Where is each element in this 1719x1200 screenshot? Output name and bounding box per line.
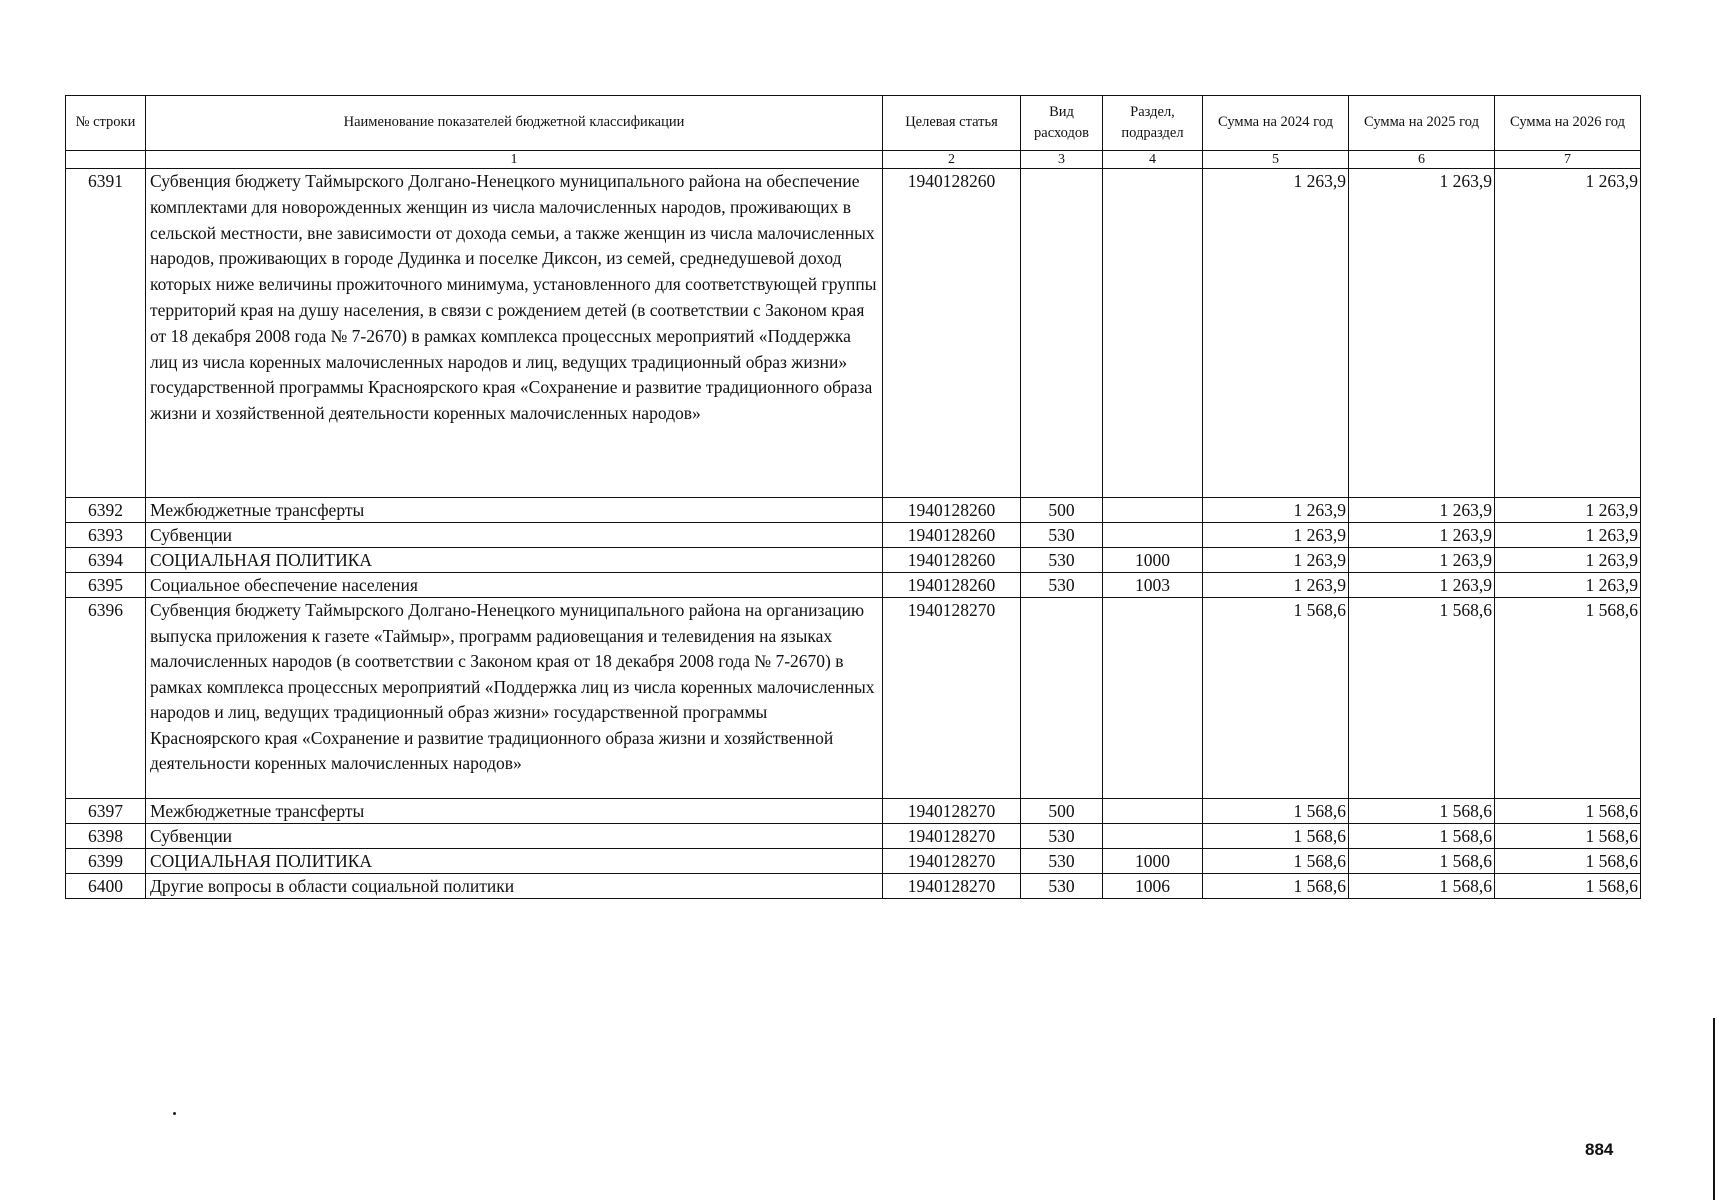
- row-section: [1103, 824, 1203, 849]
- row-number: 6398: [66, 824, 146, 849]
- header-sum-2024: Сумма на 2024 год: [1203, 96, 1349, 151]
- row-sum-2024: 1 568,6: [1203, 874, 1349, 899]
- row-name: Социальное обеспечение населения: [146, 573, 883, 598]
- row-sum-2026: 1 568,6: [1495, 598, 1641, 799]
- row-sum-2024: 1 568,6: [1203, 849, 1349, 874]
- row-expense-type: 530: [1021, 573, 1103, 598]
- row-section: [1103, 523, 1203, 548]
- header-section: Раздел, подраздел: [1103, 96, 1203, 151]
- row-sum-2026: 1 263,9: [1495, 498, 1641, 523]
- budget-table: [65, 95, 1641, 899]
- column-number: 1: [146, 151, 883, 169]
- row-expense-type: [1021, 169, 1103, 498]
- row-name: Субвенция бюджету Таймырского Долгано-Ненецкого муниципального района на организацию выпуска приложения к газете «Таймыр», программ радиовещания и телевидения на языках малочисленных народов (в соответствии с Законом края от 18 декабря 2008 года № 7-2670) в рамках комплекса процессных мероприятий «Поддержка лиц из числа коренных малочисленных народов и лиц, ведущих традиционный образ жизни» государственной программы Красноярского края «Сохранение и развитие традиционного образа жизни и хозяйственной деятельности коренных малочисленных народов»: [146, 598, 883, 799]
- page-number: 884: [1585, 1140, 1614, 1159]
- row-expense-type: 530: [1021, 874, 1103, 899]
- row-target-article: 1940128260: [883, 523, 1021, 548]
- row-sum-2026: 1 263,9: [1495, 573, 1641, 598]
- row-expense-type: 500: [1021, 799, 1103, 824]
- row-sum-2025: 1 263,9: [1349, 548, 1495, 573]
- row-expense-type: 500: [1021, 498, 1103, 523]
- table-row: [66, 824, 1641, 849]
- row-sum-2025: 1 568,6: [1349, 824, 1495, 849]
- row-name: Субвенция бюджету Таймырского Долгано-Ненецкого муниципального района на обеспечение комплектами для новорожденных женщин из числа малочисленных народов, проживающих в сельской местности, вне зависимости от дохода семьи, а также женщин из числа малочисленных народов, проживающих в городе Дудинка и поселке Диксон, из семей, среднедушевой доход которых ниже величины прожиточного минимума, установленного для соответствующей группы территорий края на душу населения, в связи с рождением детей (в соответствии с Законом края от 18 декабря 2008 года № 7-2670) в рамках комплекса процессных мероприятий «Поддержка лиц из числа коренных малочисленных народов и лиц, ведущих традиционный образ жизни» государственной программы Красноярского края «Сохранение и развитие традиционного образа жизни и хозяйственной деятельности коренных малочисленных народов»: [146, 169, 883, 498]
- row-target-article: 1940128260: [883, 498, 1021, 523]
- table-row: [66, 874, 1641, 899]
- row-target-article: 1940128270: [883, 598, 1021, 799]
- row-expense-type: 530: [1021, 523, 1103, 548]
- row-number: 6392: [66, 498, 146, 523]
- row-number: 6394: [66, 548, 146, 573]
- column-number: [66, 151, 146, 169]
- table-row: [66, 523, 1641, 548]
- header-target-article: Целевая статья: [883, 96, 1021, 151]
- row-section: [1103, 799, 1203, 824]
- row-expense-type: 530: [1021, 824, 1103, 849]
- table-row: [66, 169, 1641, 498]
- row-sum-2026: 1 568,6: [1495, 849, 1641, 874]
- row-sum-2025: 1 568,6: [1349, 849, 1495, 874]
- row-sum-2024: 1 568,6: [1203, 799, 1349, 824]
- row-section: [1103, 169, 1203, 498]
- row-sum-2025: 1 568,6: [1349, 874, 1495, 899]
- row-target-article: 1940128270: [883, 874, 1021, 899]
- row-sum-2024: 1 263,9: [1203, 523, 1349, 548]
- row-target-article: 1940128260: [883, 169, 1021, 498]
- header-row: [66, 96, 1641, 151]
- row-sum-2026: 1 568,6: [1495, 874, 1641, 899]
- row-section: 1003: [1103, 573, 1203, 598]
- row-target-article: 1940128270: [883, 849, 1021, 874]
- row-sum-2025: 1 263,9: [1349, 573, 1495, 598]
- row-sum-2024: 1 263,9: [1203, 498, 1349, 523]
- row-sum-2026: 1 568,6: [1495, 799, 1641, 824]
- row-sum-2025: 1 568,6: [1349, 799, 1495, 824]
- header-expense-type: Вид расходов: [1021, 96, 1103, 151]
- row-number: 6393: [66, 523, 146, 548]
- table-header: [66, 96, 1641, 169]
- row-target-article: 1940128260: [883, 548, 1021, 573]
- row-sum-2026: 1 263,9: [1495, 523, 1641, 548]
- column-number: 5: [1203, 151, 1349, 169]
- scan-speck: [173, 1112, 176, 1115]
- row-number: 6399: [66, 849, 146, 874]
- row-sum-2025: 1 263,9: [1349, 498, 1495, 523]
- scan-edge-line: [1713, 1018, 1715, 1200]
- table-row: [66, 498, 1641, 523]
- row-expense-type: [1021, 598, 1103, 799]
- row-sum-2024: 1 568,6: [1203, 598, 1349, 799]
- header-sum-2026: Сумма на 2026 год: [1495, 96, 1641, 151]
- row-name: Субвенции: [146, 523, 883, 548]
- header-name: Наименование показателей бюджетной классификации: [146, 96, 883, 151]
- row-sum-2026: 1 568,6: [1495, 824, 1641, 849]
- row-number: 6396: [66, 598, 146, 799]
- table-row: [66, 573, 1641, 598]
- row-section: 1000: [1103, 849, 1203, 874]
- row-sum-2025: 1 263,9: [1349, 169, 1495, 498]
- row-target-article: 1940128270: [883, 824, 1021, 849]
- table-body: [66, 169, 1641, 899]
- table-row: [66, 849, 1641, 874]
- row-sum-2024: 1 263,9: [1203, 169, 1349, 498]
- row-target-article: 1940128260: [883, 573, 1021, 598]
- row-name: Субвенции: [146, 824, 883, 849]
- row-sum-2025: 1 263,9: [1349, 523, 1495, 548]
- row-expense-type: 530: [1021, 548, 1103, 573]
- row-sum-2025: 1 568,6: [1349, 598, 1495, 799]
- column-number: 2: [883, 151, 1021, 169]
- column-number-row: [66, 151, 1641, 169]
- row-sum-2024: 1 263,9: [1203, 548, 1349, 573]
- column-number: 7: [1495, 151, 1641, 169]
- column-number: 6: [1349, 151, 1495, 169]
- row-number: 6391: [66, 169, 146, 498]
- row-section: 1006: [1103, 874, 1203, 899]
- row-number: 6397: [66, 799, 146, 824]
- row-sum-2024: 1 568,6: [1203, 824, 1349, 849]
- row-number: 6400: [66, 874, 146, 899]
- table-row: [66, 799, 1641, 824]
- row-section: 1000: [1103, 548, 1203, 573]
- row-name: СОЦИАЛЬНАЯ ПОЛИТИКА: [146, 548, 883, 573]
- header-row-no: № строки: [66, 96, 146, 151]
- row-name: Межбюджетные трансферты: [146, 799, 883, 824]
- row-target-article: 1940128270: [883, 799, 1021, 824]
- row-expense-type: 530: [1021, 849, 1103, 874]
- row-name: СОЦИАЛЬНАЯ ПОЛИТИКА: [146, 849, 883, 874]
- table-row: [66, 598, 1641, 799]
- column-number: 3: [1021, 151, 1103, 169]
- header-sum-2025: Сумма на 2025 год: [1349, 96, 1495, 151]
- row-section: [1103, 498, 1203, 523]
- column-number: 4: [1103, 151, 1203, 169]
- row-name: Другие вопросы в области социальной политики: [146, 874, 883, 899]
- row-sum-2026: 1 263,9: [1495, 169, 1641, 498]
- row-number: 6395: [66, 573, 146, 598]
- row-section: [1103, 598, 1203, 799]
- row-name: Межбюджетные трансферты: [146, 498, 883, 523]
- row-sum-2026: 1 263,9: [1495, 548, 1641, 573]
- table-row: [66, 548, 1641, 573]
- row-sum-2024: 1 263,9: [1203, 573, 1349, 598]
